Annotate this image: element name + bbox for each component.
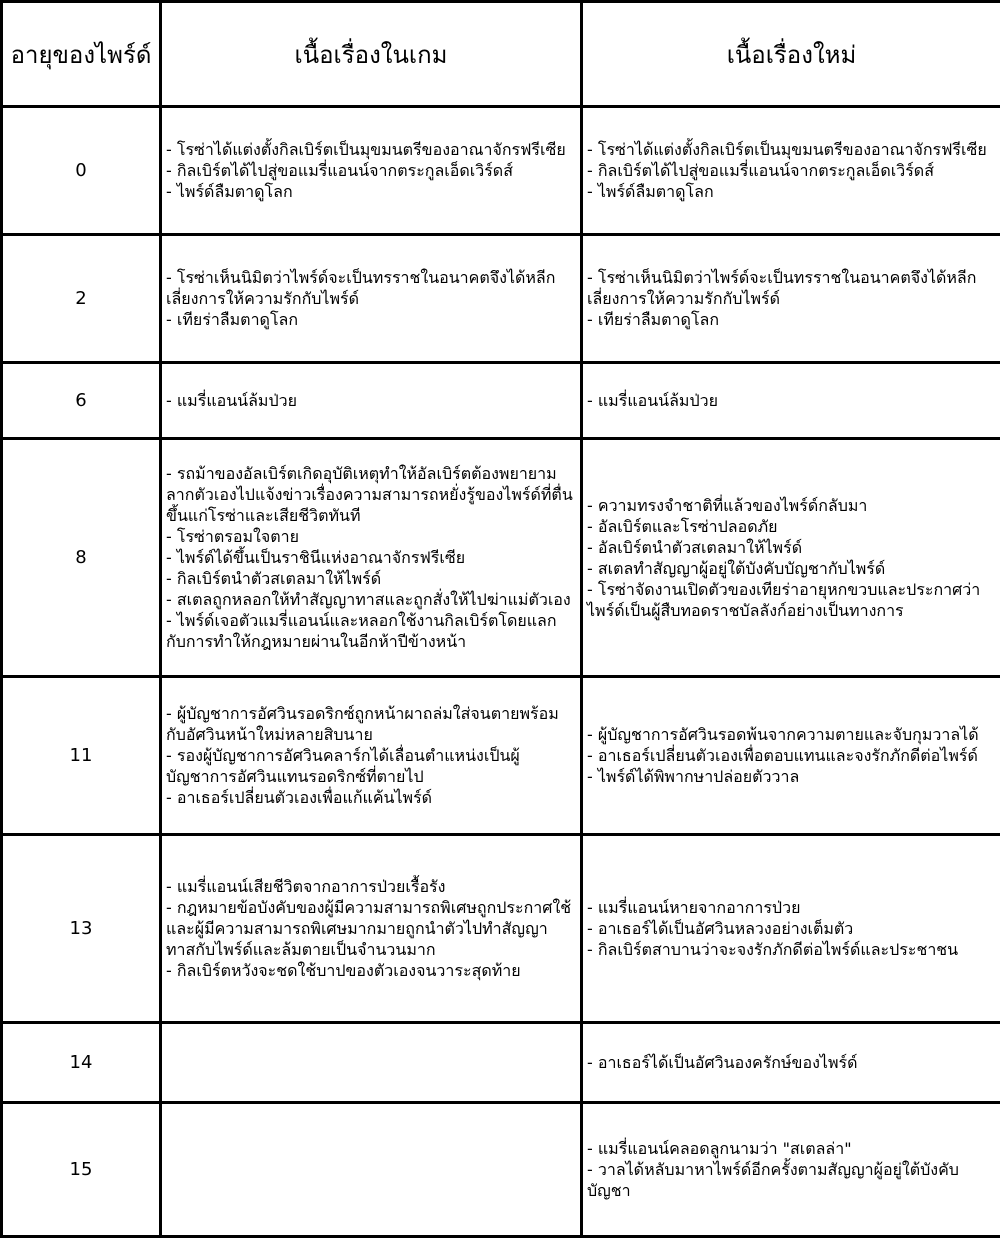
story-line: - สเตลทำสัญญาผู้อยู่ใต้บังคับบัญชากับไพร์ด์: [587, 558, 996, 579]
story-line: - โรซ่าได้แต่งตั้งกิลเบิร์ตเป็นมุขมนตรีของอาณาจักรฟรีเซีย: [587, 139, 996, 160]
header-game-story: เนื้อเรื่องในเกม: [161, 2, 582, 107]
game-story-cell: [161, 677, 582, 835]
story-line: - โรซ่าตรอมใจตาย: [166, 526, 576, 547]
story-line: - อาเธอร์ได้เป็นอัศวินหลวงอย่างเต็มตัว: [587, 918, 996, 939]
story-line: - แมรี่แอนน์คลอดลูกนามว่า "สเตลล่า": [587, 1138, 996, 1159]
new-story-cell: [582, 235, 1000, 363]
header-row: [2, 2, 1000, 107]
story-line: - สเตลถูกหลอกให้ทำสัญญาทาสและถูกสั่งให้ไปฆ่าแม่ตัวเอง: [166, 589, 576, 610]
new-story-cell: [582, 439, 1000, 677]
story-line: - ไพร์ด์ลืมตาดูโลก: [166, 181, 576, 202]
story-line: - อัลเบิร์ตและโรซ่าปลอดภัย: [587, 516, 996, 537]
table-row: [2, 363, 1000, 439]
story-line: - เทียร่าลืมตาดูโลก: [587, 309, 996, 330]
story-line: - อาเธอร์เปลี่ยนตัวเองเพื่อแก้แค้นไพร์ด์: [166, 787, 576, 808]
story-line: - อาเธอร์ได้เป็นอัศวินองครักษ์ของไพร์ด์: [587, 1052, 996, 1073]
story-line: - รองผู้บัญชาการอัศวินคลาร์กได้เลื่อนตำแหน่งเป็นผู้บัญชาการอัศวินแทนรอดริกซ์ที่ตายไป: [166, 745, 576, 787]
table-row: [2, 1023, 1000, 1103]
game-story-cell: [161, 107, 582, 235]
age-cell: 0: [2, 107, 161, 235]
game-story-cell: [161, 835, 582, 1023]
story-line: - กิลเบิร์ตหวังจะชดใช้บาปของตัวเองจนวาระสุดท้าย: [166, 960, 576, 981]
table-row: [2, 1103, 1000, 1237]
header-age: อายุของไพร์ด์: [2, 2, 161, 107]
game-story-cell: [161, 235, 582, 363]
story-line: - วาลได้หลับมาหาไพร์ด์อีกครั้งตามสัญญาผู้อยู่ใต้บังคับบัญชา: [587, 1159, 996, 1201]
story-line: - ความทรงจำชาติที่แล้วของไพร์ด์กลับมา: [587, 495, 996, 516]
table-row: [2, 677, 1000, 835]
new-story-cell: [582, 1103, 1000, 1237]
story-line: - ไพร์ด์ได้ขึ้นเป็นราชินีแห่งอาณาจักรฟรีเซีย: [166, 547, 576, 568]
story-line: - กฎหมายข้อบังคับของผู้มีความสามารถพิเศษถูกประกาศใช้ และผู้มีความสามารถพิเศษมากมายถูกนำตัวไปทำสัญญาทาสกับไพร์ด์และล้มตายเป็นจำนวนมาก: [166, 897, 576, 960]
story-line: - กิลเบิร์ตนำตัวสเตลมาให้ไพร์ด์: [166, 568, 576, 589]
story-line: - โรซ่าจัดงานเปิดตัวของเทียร่าอายุหกขวบและประกาศว่าไพร์ด์เป็นผู้สืบทอดราชบัลลังก์อย่างเป็นทางการ: [587, 579, 996, 621]
story-line: - แมรี่แอนน์ล้มป่วย: [166, 390, 576, 411]
story-line: - กิลเบิร์ตได้ไปสู่ขอแมรี่แอนน์จากตระกูลเอ็ดเวิร์ดส์: [166, 160, 576, 181]
story-line: - ไพร์ด์ลืมตาดูโลก: [587, 181, 996, 202]
age-cell: 2: [2, 235, 161, 363]
story-line: - ผู้บัญชาการอัศวินรอดพ้นจากความตายและจับกุมวาลได้: [587, 724, 996, 745]
story-line: - แมรี่แอนน์หายจากอาการป่วย: [587, 897, 996, 918]
age-cell: 11: [2, 677, 161, 835]
story-line: - แมรี่แอนน์เสียชีวิตจากอาการป่วยเรื้อรัง: [166, 876, 576, 897]
new-story-cell: [582, 363, 1000, 439]
new-story-cell: [582, 835, 1000, 1023]
age-cell: 8: [2, 439, 161, 677]
story-line: - แมรี่แอนน์ล้มป่วย: [587, 390, 996, 411]
story-line: - ผู้บัญชาการอัศวินรอดริกซ์ถูกหน้าผาถล่มใส่จนตายพร้อมกับอัศวินหน้าใหม่หลายสิบนาย: [166, 703, 576, 745]
story-line: - ไพร์ด์เจอตัวแมรี่แอนน์และหลอกใช้งานกิลเบิร์ตโดยแลกกับการทำให้กฎหมายผ่านในอีกห้าปีข้างหน้า: [166, 610, 576, 652]
story-line: - กิลเบิร์ตได้ไปสู่ขอแมรี่แอนน์จากตระกูลเอ็ดเวิร์ดส์: [587, 160, 996, 181]
story-line: - โรซ่าได้แต่งตั้งกิลเบิร์ตเป็นมุขมนตรีของอาณาจักรฟรีเซีย: [166, 139, 576, 160]
table-row: [2, 835, 1000, 1023]
table-row: [2, 439, 1000, 677]
header-new-story: เนื้อเรื่องใหม่: [582, 2, 1000, 107]
age-cell: 15: [2, 1103, 161, 1237]
story-line: - เทียร่าลืมตาดูโลก: [166, 309, 576, 330]
game-story-cell: [161, 439, 582, 677]
age-cell: 13: [2, 835, 161, 1023]
story-line: - ไพร์ด์ได้พิพากษาปล่อยตัววาล: [587, 766, 996, 787]
game-story-cell: [161, 1023, 582, 1103]
story-line: - โรซ่าเห็นนิมิตว่าไพร์ด์จะเป็นทรราชในอนาคตจึงได้หลีกเลี่ยงการให้ความรักกับไพร์ด์: [587, 267, 996, 309]
game-story-cell: [161, 363, 582, 439]
age-cell: 14: [2, 1023, 161, 1103]
table-row: [2, 107, 1000, 235]
age-cell: 6: [2, 363, 161, 439]
story-line: - อาเธอร์เปลี่ยนตัวเองเพื่อตอบแทนและจงรักภักดีต่อไพร์ด์: [587, 745, 996, 766]
game-story-cell: [161, 1103, 582, 1237]
story-line: - อัลเบิร์ตนำตัวสเตลมาให้ไพร์ด์: [587, 537, 996, 558]
table-row: [2, 235, 1000, 363]
story-line: - รถม้าของอัลเบิร์ตเกิดอุบัติเหตุทำให้อัลเบิร์ตต้องพยายามลากตัวเองไปแจ้งข่าวเรื่องความสามารถหยั่งรู้ของไพร์ด์ที่ตื่นขึ้นแก่โรซ่าและเสียชีวิตทันที: [166, 463, 576, 526]
new-story-cell: [582, 677, 1000, 835]
story-line: - โรซ่าเห็นนิมิตว่าไพร์ด์จะเป็นทรราชในอนาคตจึงได้หลีกเลี่ยงการให้ความรักกับไพร์ด์: [166, 267, 576, 309]
new-story-cell: [582, 107, 1000, 235]
new-story-cell: [582, 1023, 1000, 1103]
story-line: - กิลเบิร์ตสาบานว่าจะจงรักภักดีต่อไพร์ด์และประชาชน: [587, 939, 996, 960]
